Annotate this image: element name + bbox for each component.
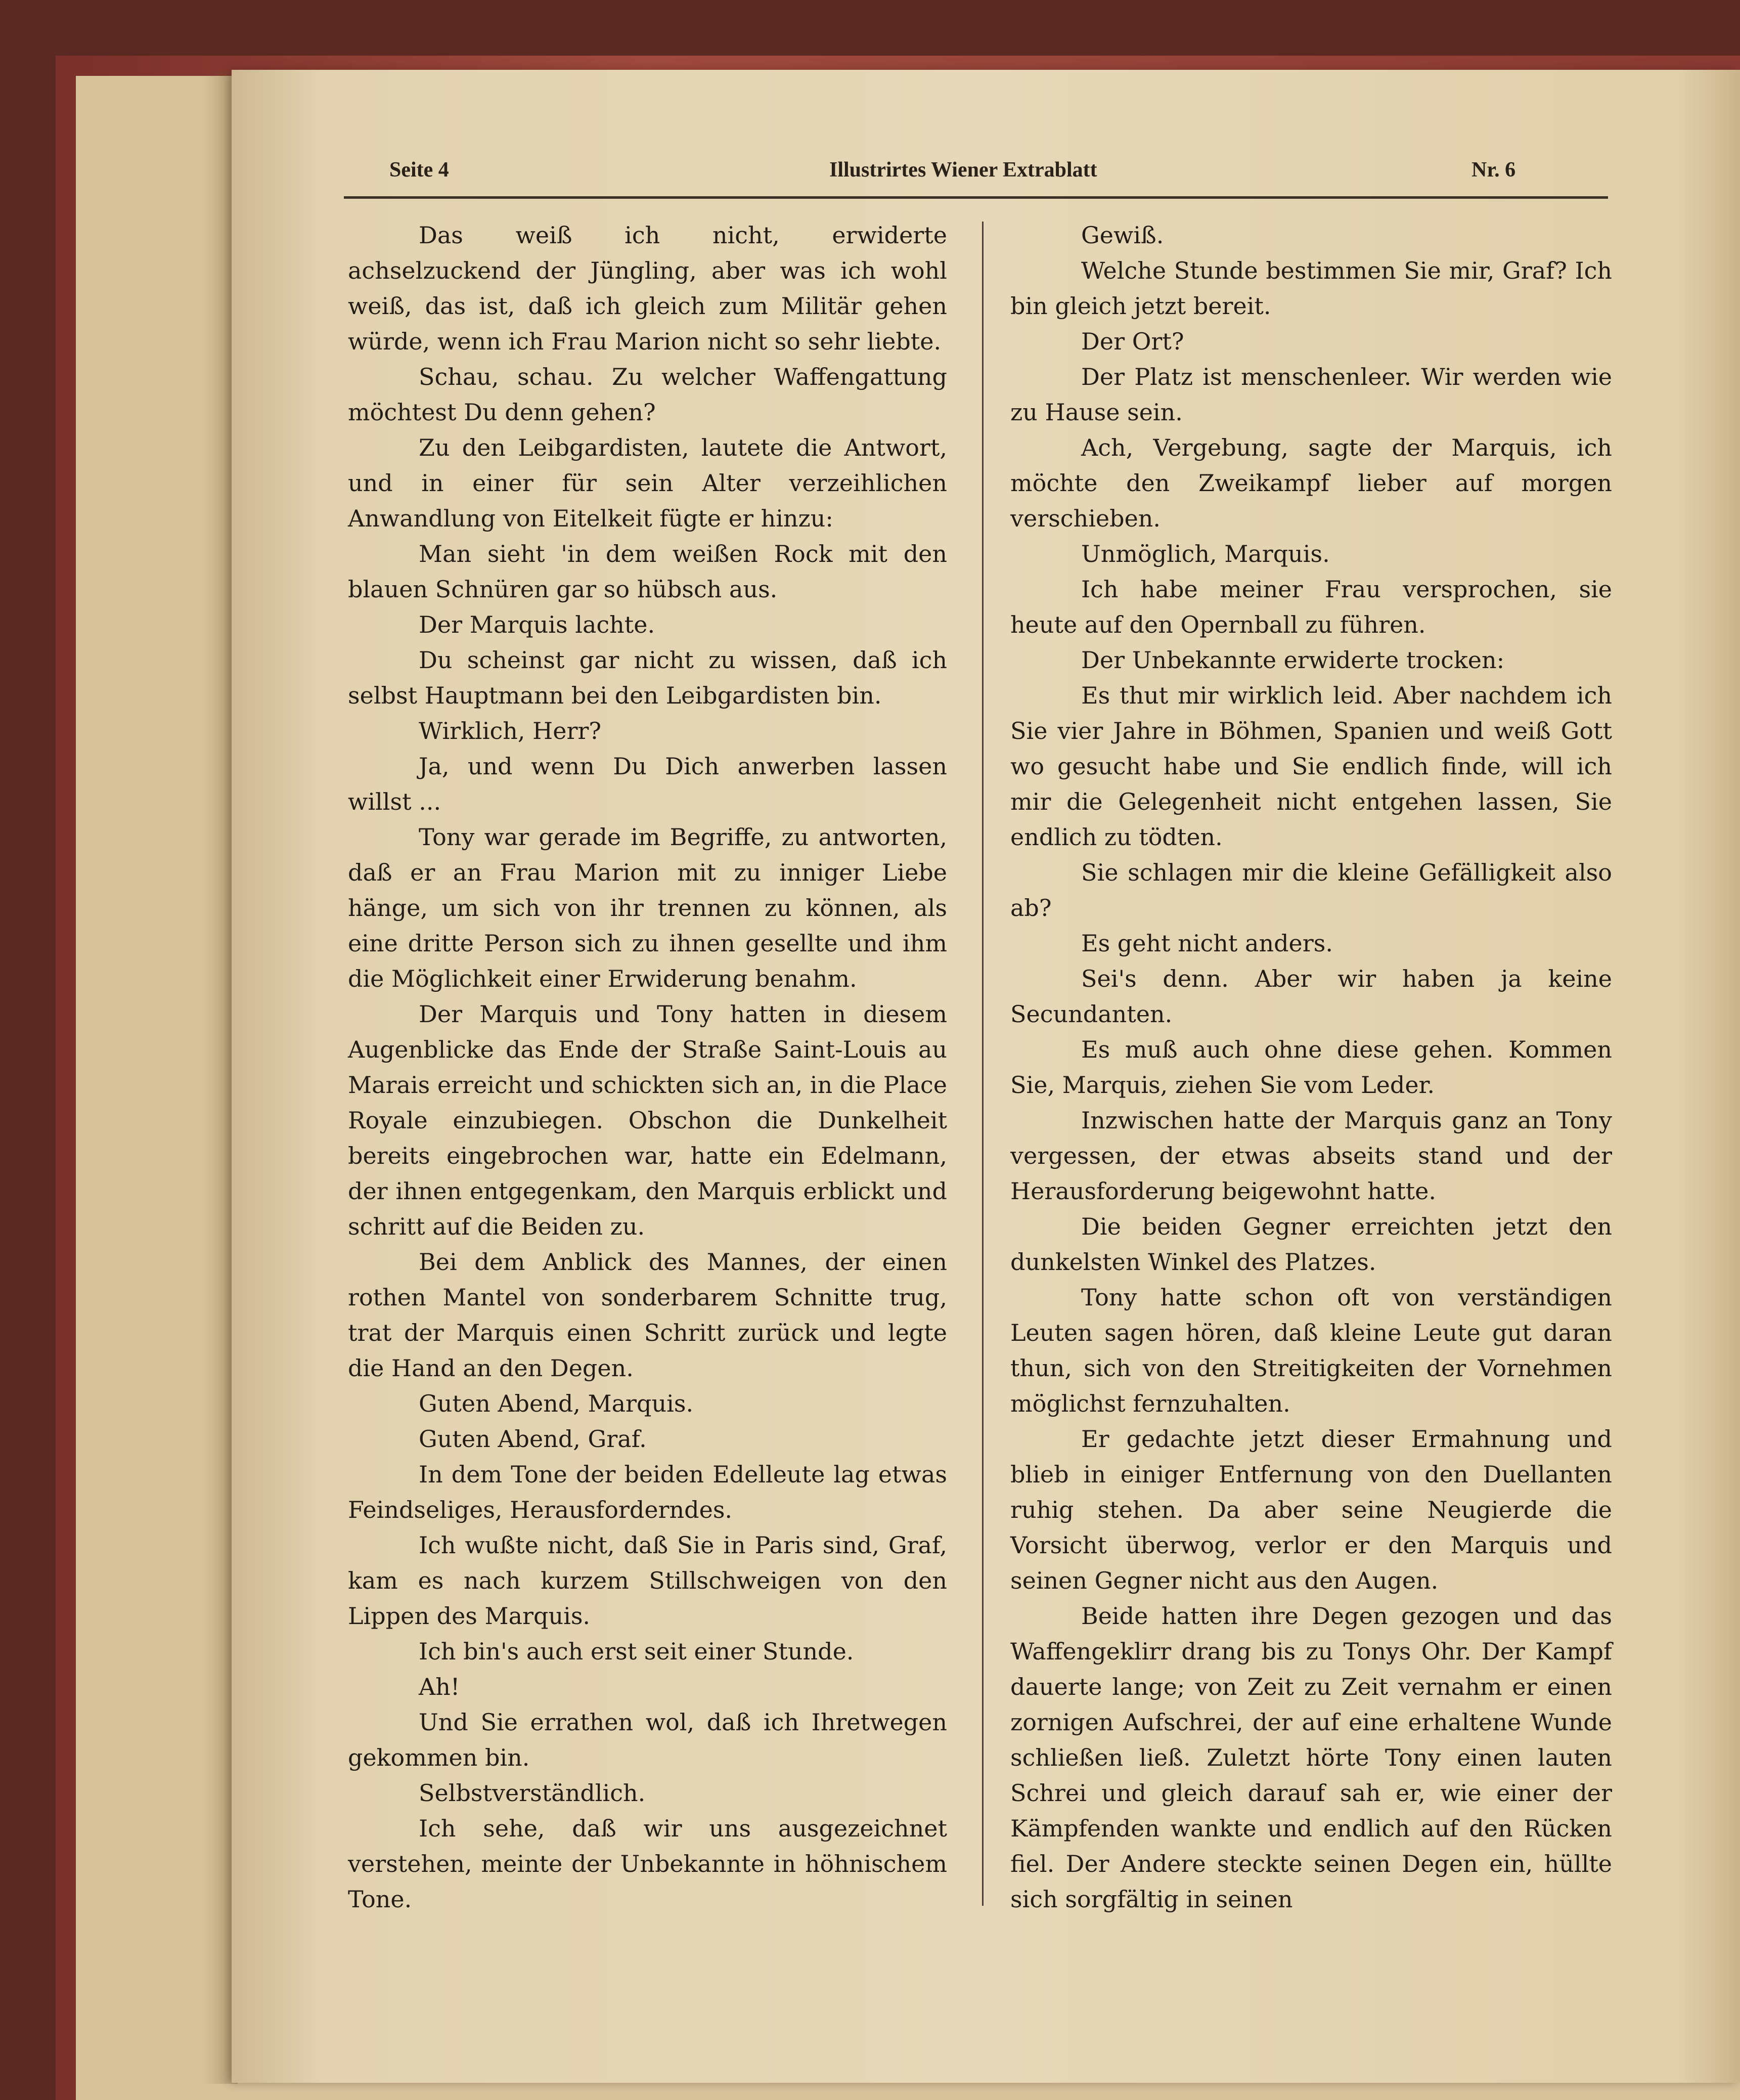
paragraph: Es muß auch ohne diese gehen. Kommen Sie, Marquis, ziehen Sie vom Leder.: [1010, 1036, 1612, 1099]
paragraph: Selbstverständlich.: [419, 1779, 646, 1807]
paragraph: Inzwischen hatte der Marquis ganz an Tony vergessen, der etwas abseits stand und der Herausforderung beigewohnt hatte.: [1010, 1107, 1612, 1205]
paragraph: Schau, schau. Zu welcher Waffengattung möchtest Du denn gehen?: [348, 363, 947, 426]
paragraph: Der Marquis und Tony hatten in diesem Augenblicke das Ende der Straße Saint-Louis au Marais erreicht und schickten sich an, in die Place Royale einzubiegen. Obschon die Dunkelheit bereits eingebrochen war, hatte ein Edelmann, der ihnen entgegenkam, den Marquis erblickt und schritt auf die Beiden zu.: [348, 1000, 947, 1240]
column-divider: [982, 222, 984, 1906]
page-number: Seite 4: [389, 158, 449, 182]
paragraph: Tony war gerade im Begriffe, zu antworten, daß er an Frau Marion mit zu inniger Liebe hänge, um sich von ihr trennen zu können, als eine dritte Person sich zu ihnen gesellte und ihm die Möglichkeit einer Erwiderung benahm.: [348, 823, 947, 992]
paragraph: Die beiden Gegner erreichten jetzt den dunkelsten Winkel des Platzes.: [1010, 1213, 1612, 1276]
paragraph: Welche Stunde bestimmen Sie mir, Graf? Ich bin gleich jetzt bereit.: [1010, 257, 1612, 320]
paragraph: Zu den Leibgardisten, lautete die Antwort, und in einer für sein Alter verzeihlichen Anwandlung von Eitelkeit fügte er hinzu:: [348, 434, 947, 532]
left-column: [348, 217, 947, 1917]
paragraph: Ich wußte nicht, daß Sie in Paris sind, Graf, kam es nach kurzem Stillschweigen von den Lippen des Marquis.: [348, 1532, 947, 1630]
paragraph: Ich bin's auch erst seit einer Stunde.: [419, 1638, 854, 1665]
page-header: [389, 158, 1593, 188]
paragraph: Es geht nicht anders.: [1081, 930, 1333, 957]
paragraph: Guten Abend, Marquis.: [419, 1390, 694, 1417]
paragraph: Ach, Vergebung, sagte der Marquis, ich möchte den Zweikampf lieber auf morgen verschieben.: [1010, 434, 1612, 532]
paragraph: Es thut mir wirklich leid. Aber nachdem ich Sie vier Jahre in Böhmen, Spanien und weiß Gott wo gesucht habe und Sie endlich finde, will ich mir die Gelegenheit nicht entgehen lassen, Sie endlich zu tödten.: [1010, 682, 1612, 851]
paragraph: In dem Tone der beiden Edelleute lag etwas Feindseliges, Herausforderndes.: [348, 1461, 947, 1523]
paragraph: Tony hatte schon oft von verständigen Leuten sagen hören, daß kleine Leute gut daran thun, sich von den Streitigkeiten der Vornehmen möglichst fernzuhalten.: [1010, 1284, 1612, 1417]
paragraph: Der Platz ist menschenleer. Wir werden wie zu Hause sein.: [1010, 363, 1612, 426]
paragraph: Beide hatten ihre Degen gezogen und das Waffengeklirr drang bis zu Tonys Ohr. Der Kampf dauerte lange; von Zeit zu Zeit vernahm er einen zornigen Aufschrei, der auf eine erhaltene Wunde schließen ließ. Zuletzt hörte Tony einen lauten Schrei und gleich darauf sah er, wie einer der Kämpfenden wankte und endlich auf den Rücken fiel. Der Andere steckte seinen Degen ein, hüllte sich sorgfältig in seinen: [1010, 1602, 1612, 1913]
issue-number: Nr. 6: [1471, 158, 1516, 182]
right-column: [1010, 217, 1612, 1917]
paragraph: Der Marquis lachte.: [419, 611, 655, 638]
header-rule: [344, 196, 1608, 199]
paragraph: Das weiß ich nicht, erwiderte achselzuckend der Jüngling, aber was ich wohl weiß, das ist, daß ich gleich zum Militär gehen würde, wenn ich Frau Marion nicht so sehr liebte.: [348, 222, 947, 355]
paragraph: Ich habe meiner Frau versprochen, sie heute auf den Opernball zu führen.: [1010, 576, 1612, 638]
paragraph: Der Ort?: [1081, 328, 1184, 355]
paragraph: Unmöglich, Marquis.: [1081, 540, 1330, 567]
paragraph: Gewiß.: [1081, 222, 1164, 249]
paragraph: Sie schlagen mir die kleine Gefälligkeit also ab?: [1010, 859, 1612, 922]
paragraph: Ich sehe, daß wir uns ausgezeichnet verstehen, meinte der Unbekannte in höhnischem Tone.: [348, 1815, 947, 1913]
paragraph: Guten Abend, Graf.: [419, 1425, 647, 1453]
publication-title: Illustrirtes Wiener Extrablatt: [829, 158, 1097, 182]
paragraph: Der Unbekannte erwiderte trocken:: [1081, 646, 1505, 674]
paragraph: Du scheinst gar nicht zu wissen, daß ich selbst Hauptmann bei den Leibgardisten bin.: [348, 646, 947, 709]
paragraph: Ja, und wenn Du Dich anwerben lassen willst ...: [348, 753, 947, 815]
paragraph: Bei dem Anblick des Mannes, der einen rothen Mantel von sonderbarem Schnitte trug, trat der Marquis einen Schritt zurück und legte die Hand an den Degen.: [348, 1248, 947, 1382]
paragraph: Man sieht 'in dem weißen Rock mit den blauen Schnüren gar so hübsch aus.: [348, 540, 947, 603]
paragraph: Ah!: [419, 1673, 460, 1700]
paragraph: Sei's denn. Aber wir haben ja keine Secundanten.: [1010, 965, 1612, 1028]
paragraph: Wirklich, Herr?: [419, 717, 602, 745]
paragraph: Er gedachte jetzt dieser Ermahnung und blieb in einiger Entfernung von den Duellanten ruhig stehen. Da aber seine Neugierde die Vorsicht überwog, verlor er den Marquis und seinen Gegner nicht aus den Augen.: [1010, 1425, 1612, 1594]
paragraph: Und Sie errathen wol, daß ich Ihretwegen gekommen bin.: [348, 1709, 947, 1771]
